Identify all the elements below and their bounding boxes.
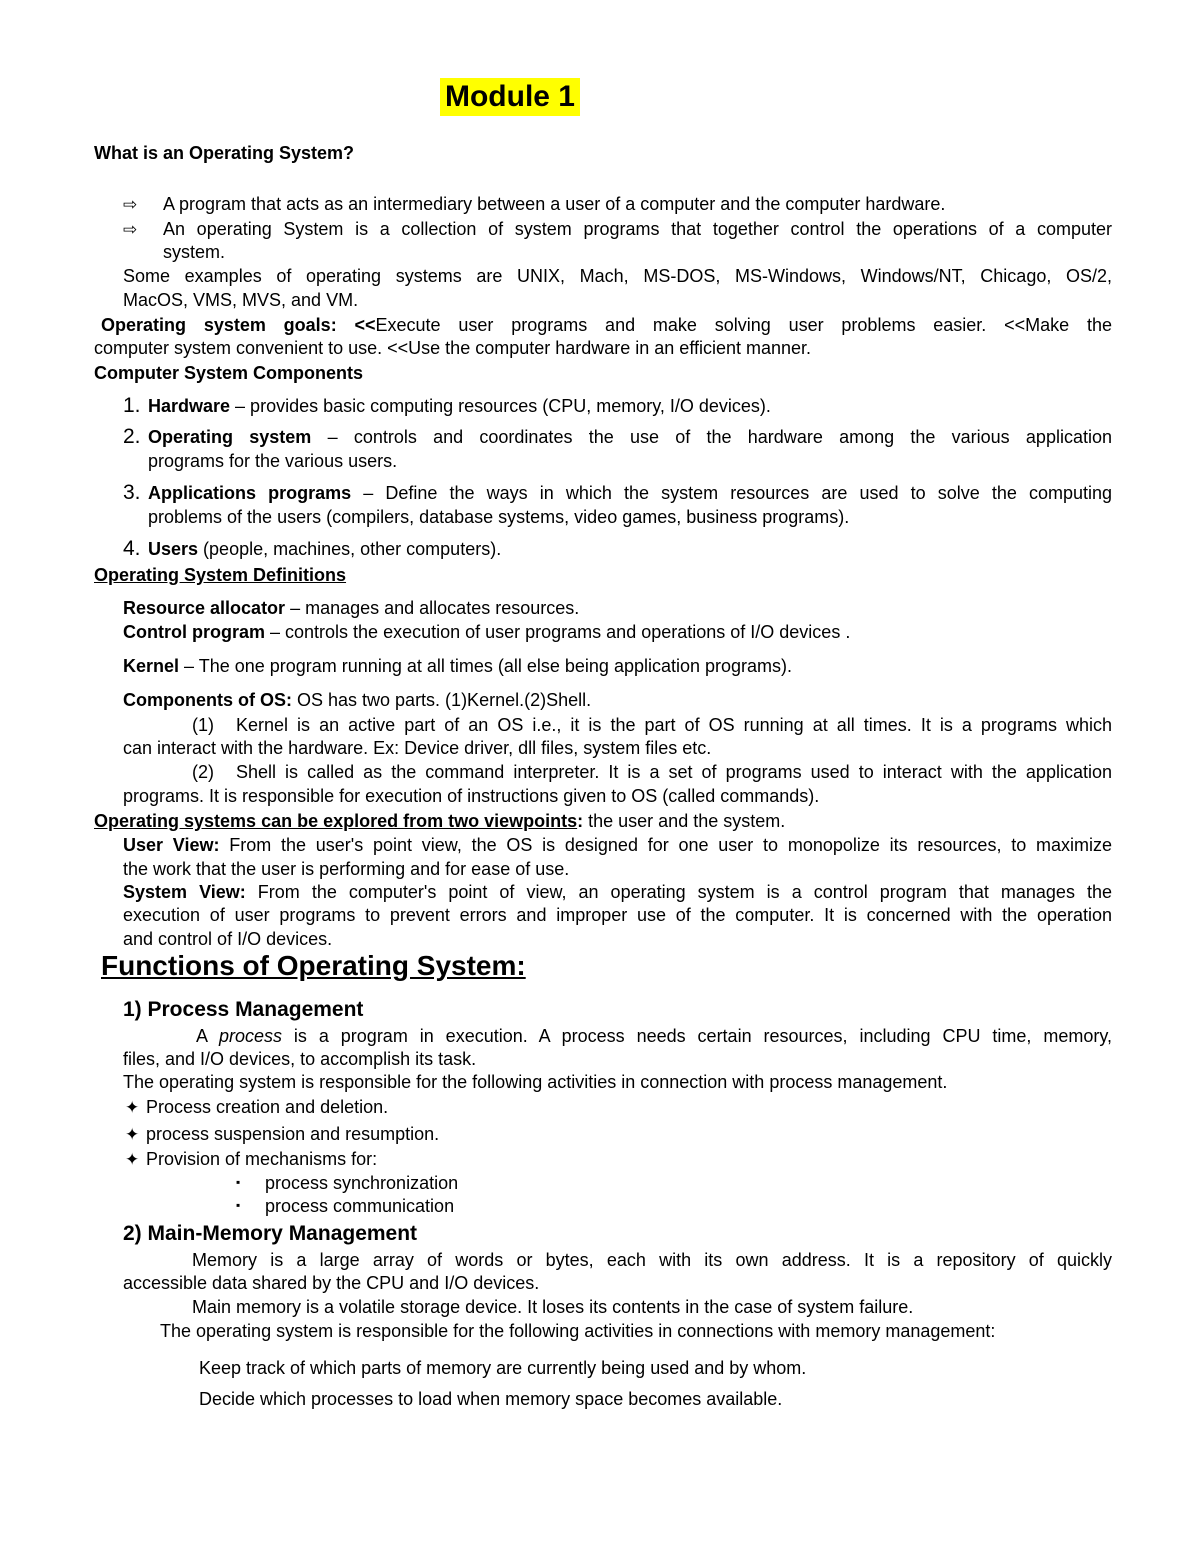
mm-line-2: accessible data shared by the CPU and I/O devices. — [123, 1273, 540, 1293]
component-hardware: Hardware – provides basic computing resources (CPU, memory, I/O devices). — [148, 396, 771, 416]
list-number: 1. — [123, 394, 141, 417]
process-management-heading: 1) Process Management — [123, 998, 364, 1021]
square-bullet-icon: ▪ — [236, 1198, 241, 1212]
user-view-line-1: User View: From the user's point view, the OS is designed for one user to monopolize its resources, to maximize — [123, 835, 1112, 855]
component-apps: Applications programs – Define the ways in which the system resources are used to solve the computing — [148, 483, 1113, 503]
os-components: Components of OS: OS has two parts. (1)Kernel.(2)Shell. — [123, 690, 592, 710]
mm-item-1: Keep track of which parts of memory are currently being used and by whom. — [199, 1358, 807, 1378]
shell-line-1: Shell is called as the command interpreter. It is a set of programs used to interact with the application — [236, 762, 1112, 782]
examples-line-2: MacOS, VMS, MVS, and VM. — [123, 290, 359, 310]
shell-number: (2) — [192, 762, 214, 782]
pm-subitem-2: process communication — [265, 1196, 455, 1216]
goals-line-2: computer system convenient to use. <<Use the computer hardware in an efficient manner. — [94, 338, 812, 358]
goals-line-1: Operating system goals: <<Execute user programs and make solving user problems easier. <<Make the — [101, 315, 1112, 335]
arrow-bullet-icon: ⇨ — [123, 220, 138, 239]
viewpoints-line: Operating systems can be explored from two viewpoints: the user and the system. — [94, 811, 786, 831]
component-os: Operating system – controls and coordinates the use of the hardware among the various application — [148, 427, 1112, 447]
cross-bullet-icon: ✦ — [125, 1098, 140, 1117]
definitions-heading: Operating System Definitions — [94, 565, 347, 585]
kernel-line-1: Kernel is an active part of an OS i.e., it is the part of OS running at all times. It is a programs which — [236, 715, 1112, 735]
kernel-line-2: can interact with the hardware. Ex: Device driver, dll files, system files etc. — [123, 738, 712, 758]
pm-line-3: The operating system is responsible for the following activities in connection with process management. — [123, 1072, 948, 1092]
module-title: Module 1 — [440, 78, 580, 116]
list-number: 3. — [123, 481, 141, 504]
component-os-cont: programs for the various users. — [148, 451, 398, 471]
goals-label: Operating system goals: << — [101, 315, 376, 335]
examples-line-1: Some examples of operating systems are UNIX, Mach, MS-DOS, MS-Windows, Windows/NT, Chicago, OS/2, — [123, 266, 1112, 286]
system-view-line-2: execution of user programs to prevent errors and improper use of the computer. It is concerned with the operation — [123, 905, 1112, 925]
arrow-item-1: A program that acts as an intermediary between a user of a computer and the computer hardware. — [163, 194, 946, 214]
arrow-item-2-cont: system. — [163, 242, 226, 262]
pm-item-1: Process creation and deletion. — [146, 1097, 389, 1117]
mm-line-1: Memory is a large array of words or bytes, each with its own address. It is a repository of quickly — [192, 1250, 1112, 1270]
system-view-line-1: System View: From the computer's point of view, an operating system is a control program that manages the — [123, 882, 1112, 902]
square-bullet-icon: ▪ — [236, 1175, 241, 1189]
cross-bullet-icon: ✦ — [125, 1150, 140, 1169]
pm-subitem-1: process synchronization — [265, 1173, 459, 1193]
def-kernel: Kernel – The one program running at all times (all else being application programs). — [123, 656, 793, 676]
pm-line-2: files, and I/O devices, to accomplish its task. — [123, 1049, 477, 1069]
shell-line-2: programs. It is responsible for execution of instructions given to OS (called commands). — [123, 786, 820, 806]
mm-line-3: Main memory is a volatile storage device. It loses its contents in the case of system failure. — [192, 1297, 914, 1317]
pm-line-1: A process is a program in execution. A process needs certain resources, including CPU time, memory, — [196, 1026, 1112, 1046]
pm-item-3: Provision of mechanisms for: — [146, 1149, 378, 1169]
components-heading: Computer System Components — [94, 363, 364, 383]
mm-line-4: The operating system is responsible for the following activities in connections with memory management: — [160, 1321, 996, 1341]
component-users: Users (people, machines, other computers). — [148, 539, 502, 559]
main-memory-heading: 2) Main-Memory Management — [123, 1222, 418, 1245]
list-number: 4. — [123, 537, 141, 560]
mm-item-2: Decide which processes to load when memory space becomes available. — [199, 1389, 783, 1409]
list-number: 2. — [123, 425, 141, 448]
arrow-item-2: An operating System is a collection of system programs that together control the operations of a computer — [163, 219, 1112, 239]
kernel-number: (1) — [192, 715, 214, 735]
def-control-program: Control program – controls the execution of user programs and operations of I/O devices . — [123, 622, 851, 642]
def-resource-allocator: Resource allocator – manages and allocates resources. — [123, 598, 580, 618]
cross-bullet-icon: ✦ — [125, 1125, 140, 1144]
component-apps-cont: problems of the users (compilers, database systems, video games, business programs). — [148, 507, 850, 527]
pm-item-2: process suspension and resumption. — [146, 1124, 440, 1144]
system-view-line-3: and control of I/O devices. — [123, 929, 333, 949]
user-view-line-2: the work that the user is performing and for ease of use. — [123, 859, 570, 879]
what-is-os-heading: What is an Operating System? — [94, 143, 355, 163]
functions-heading: Functions of Operating System: — [101, 950, 526, 981]
arrow-bullet-icon: ⇨ — [123, 195, 138, 214]
